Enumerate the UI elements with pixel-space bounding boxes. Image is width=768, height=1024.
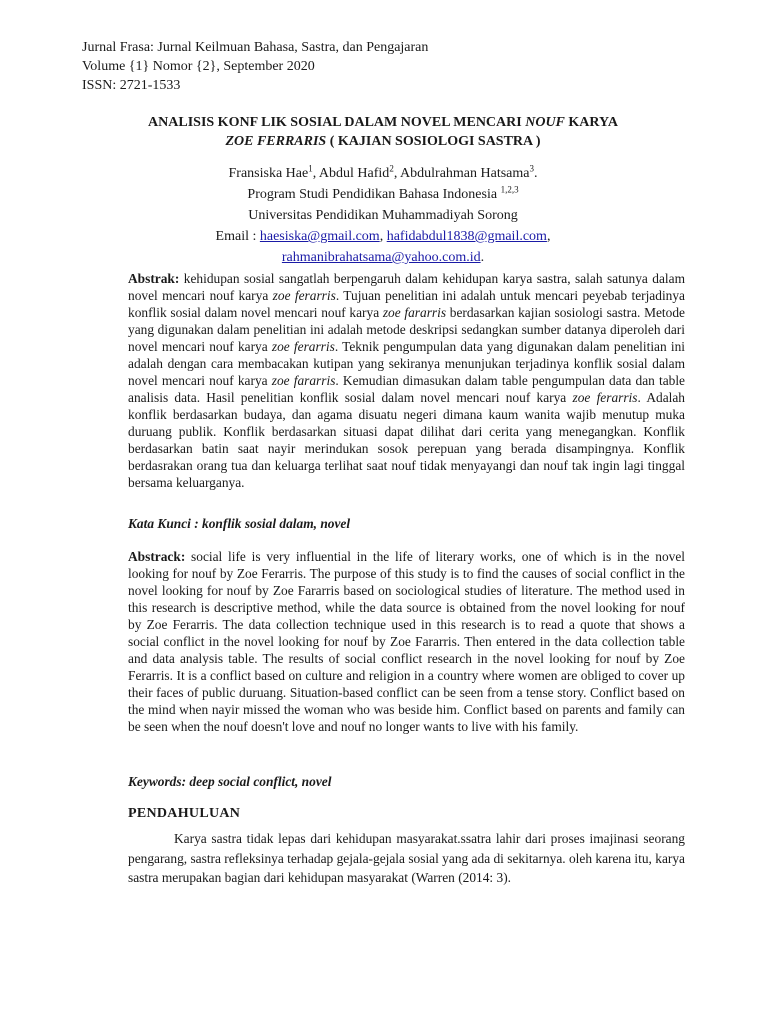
- keywords-indonesian: Kata Kunci : konflik sosial dalam, novel: [128, 516, 351, 531]
- paper-title: [100, 113, 666, 151]
- keywords-english: Keywords: deep social conflict, novel: [128, 774, 332, 789]
- email-link-1[interactable]: haesiska@gmail.com: [259, 229, 380, 244]
- author-program: Program Studi Pendidikan Bahasa Indonesia $^{1,2,3}$: [247, 184, 519, 202]
- title-italic: ZOE FERRARIS: [225, 134, 327, 149]
- author-university: Universitas Pendidikan Muhammadiyah Sorong: [248, 208, 518, 223]
- title-text: ANALISIS KONF LIK SOSIAL DALAM NOVEL MENCARI: [148, 115, 526, 130]
- email-link-3[interactable]: rahmanibrahatsama@yahoo.com.id: [281, 250, 481, 265]
- intro-paragraph: Karya sastra tidak lepas dari kehidupan masyarakat.ssatra lahir dari proses imajinasi seorang pengarang, sastra refleksinya terhadap gejala-gejala sosial yang ada di sekitarnya. oleh karena itu, karya sastra merupakan bagian dari kehidupan masyarakat (Warren (2014: 3).: [128, 831, 685, 885]
- title-text: KARYA: [564, 115, 618, 130]
- abstract-label: Abstrack:: [128, 549, 186, 564]
- abstract-indonesian: Abstrak: kehidupan sosial sangatlah berpengaruh dalam kehidupan karya sastra, salah satunya dalam novel mencari nouf karya zoe ferarris. Tujuan penelitian ini adalah untuk mencari peyebab terjadinya konflik sosial dalam novel mencari nouf karya zoe fararris berdasarkan kajian sosiologi sastra. Metode yang digunakan dalam penelitian ini adalah metode deskripsi sedangkan sumber datanya diperoleh dari novel mencari nouf karya zoe ferarris. Teknik pengumpulan data yang digunakan dalam penelitian ini adalah dengan cara membacakan kutipan yang sekiranya menunjukan terjadinya konflik sosial dalam novel mencari nouf karya zoe fararris. Kemudian dimasukan dalam table pengumpulan data dan table analisis data. Hasil penelitian konflik sosial dalam novel mencari nouf karya zoe ferarris. Adalah konflik berdasarkan budaya, dan agama disuatu negeri dimana kaum wanita wajib menutup muka duruang publik. Konflik berdasarkan situasi dapat dilihat dari cerita yang menegangkan. Konflik berdasarkan batin saat nayir merindukan sosok perepuan yang berada disampingnya. Konflik berdasrakan orang tua dan keluarga terlihat saat nouf tidak menyayangi dan nouf tak ingin lagi tinggal bersama keluarganya.: [128, 271, 686, 490]
- author-block: Fransiska Hae$^1$, Abdul Hafid$^2$, Abdulrahman Hatsama$^3$. Program Studi Pendidikan Bahasa Indonesia $^{1,2,3}$ Universitas Pendidikan Muhammadiyah Sorong Email : haesiska@gmail.com, hafidabdul1838@gmail.com, rahmanibrahatsama@yahoo.com.id.: [100, 163, 666, 268]
- section-heading: PENDAHULUAN: [128, 806, 241, 821]
- email-link-2[interactable]: hafidabdul1838@gmail.com: [386, 229, 547, 244]
- journal-header: [82, 38, 428, 95]
- journal-name: Jurnal Frasa: Jurnal Keilmuan Bahasa, Sastra, dan Pengajaran: [82, 40, 429, 55]
- title-italic: NOUF: [525, 115, 565, 130]
- author-emails: Email : haesiska@gmail.com, hafidabdul1838@gmail.com,: [215, 229, 551, 244]
- abstract-label: Abstrak:: [128, 271, 180, 286]
- abstract-english: Abstrack: social life is very influential in the life of literary works, one of which is in the novel looking for nouf by Zoe Ferarris. The purpose of this study is to find the causes of social conflict in the novel looking for nouf by Zoe Fararris based on sociological studies of literature. The method used in this research is descriptive method, while the data source is obtained from the novel looking for nouf by Zoe Ferarris. The data collection technique used in this research is to read a quote that shows a social conflict in the novel looking for nouf by Zoe Fararris. Then entered in the data collection table and data analysis table. The results of social conflict research in the novel looking for nouf by Zoe Ferarris. It is a conflict based on culture and religion in a country where women are obliged to cover up their faces of public duruang. Situation-based conflict can be seen from a tense story. Conflict based on the mind when nayir missed the woman who was beside him. Conflict based on parents and family can be seen when the nouf doesn't love and nouf no longer wants to live with his family.: [128, 549, 685, 734]
- journal-issn: ISSN: 2721-1533: [82, 78, 181, 93]
- journal-volume: Volume {1} Nomor {2}, September 2020: [82, 59, 315, 74]
- author-names: Fransiska Hae$^1$, Abdul Hafid$^2$, Abdulrahman Hatsama$^3$.: [228, 163, 538, 181]
- title-text: ( KAJIAN SOSIOLOGI SASTRA ): [326, 134, 541, 149]
